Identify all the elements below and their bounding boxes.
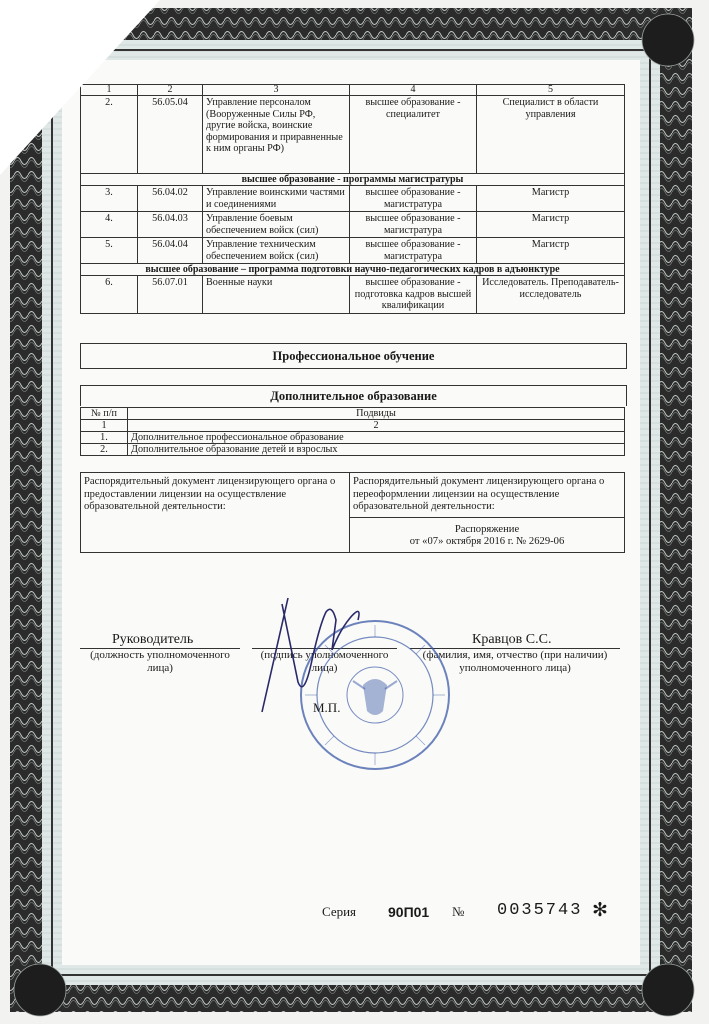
col-sub-header: Подвиды (128, 408, 625, 420)
row-qual: Магистр (477, 212, 625, 238)
header-col-3: 3 (203, 85, 350, 96)
row-name: Управление персоналом (Вооруженные Силы РФ, другие войска, воинские формирования и приравненные к ним органы РФ) (203, 96, 350, 174)
row-name: Управление боевым обеспечением войск (сил) (203, 212, 350, 238)
row-name: Управление техническим обеспечением войск (сил) (203, 238, 350, 264)
section-adjunct-label: высшее образование – программа подготовки научно-педагогических кадров в адъюнктуре (81, 264, 625, 276)
position-caption: (должность уполномоченного лица) (90, 649, 230, 674)
section-row-adjunct (81, 264, 625, 276)
header-col-2: 2 (138, 85, 203, 96)
decision-left: Распорядительный документ лицензирующего органа о предоставлении лицензии на осуществление образовательной деятельности: (81, 473, 350, 553)
decision-row (81, 473, 625, 518)
row-code: 56.04.03 (138, 212, 203, 238)
position-title: Руководитель (112, 632, 194, 647)
order-title: Распоряжение (454, 523, 520, 535)
order-detail: от «07» октября 2016 г. № 2629-06 (409, 536, 565, 547)
series-label: Серия (322, 904, 357, 919)
table-row (81, 432, 625, 444)
handwritten-signature (240, 590, 390, 720)
section-master-label: высшее образование - программы магистратуры (81, 174, 625, 186)
row-name: Военные науки (203, 276, 350, 314)
row-num: 5. (81, 238, 138, 264)
index-1: 1 (81, 420, 128, 432)
name-caption: (фамилия, имя, отчество (при наличии) уполномоченного лица) (422, 649, 608, 674)
row-name: Дополнительное образование детей и взрослых (128, 444, 625, 456)
row-code: 56.07.01 (138, 276, 203, 314)
header-col-1: 1 (81, 85, 138, 96)
row-num: 6. (81, 276, 138, 314)
row-name: Дополнительное профессиональное образование (128, 432, 625, 444)
additional-education-title: Дополнительное образование (80, 385, 627, 406)
row-num: 1. (81, 432, 128, 444)
row-qual: Специалист в области управления (477, 96, 625, 174)
row-level: высшее образование - подготовка кадров высшей квалификации (350, 276, 477, 314)
col-num-header: № п/п (81, 408, 128, 420)
table-row (81, 96, 625, 174)
signature-caption: (подпись уполномоченного лица) (260, 649, 389, 674)
table-header-row (81, 85, 625, 96)
professional-training-title: Профессиональное обучение (80, 343, 627, 369)
programs-table (80, 84, 625, 314)
row-qual: Магистр (477, 186, 625, 212)
row-code: 56.05.04 (138, 96, 203, 174)
header-col-5: 5 (477, 85, 625, 96)
row-qual: Магистр (477, 238, 625, 264)
series-value: 90П01 (388, 904, 430, 920)
row-level: высшее образование - магистратура (350, 186, 477, 212)
star-mark: ✻ (592, 900, 608, 921)
additional-education-table (80, 407, 625, 456)
row-num: 3. (81, 186, 138, 212)
row-level: высшее образование - специалитет (350, 96, 477, 174)
section-row-master (81, 174, 625, 186)
row-num: 2. (81, 444, 128, 456)
table-row (81, 212, 625, 238)
header-col-4: 4 (350, 85, 477, 96)
row-num: 2. (81, 96, 138, 174)
row-level: высшее образование - магистратура (350, 212, 477, 238)
row-level: высшее образование - магистратура (350, 238, 477, 264)
row-code: 56.04.04 (138, 238, 203, 264)
table-row (81, 276, 625, 314)
table-index-row (81, 420, 625, 432)
signer-name: Кравцов С.С. (472, 632, 552, 647)
row-name: Управление воинскими частями и соединениями (203, 186, 350, 212)
decision-order (350, 517, 625, 552)
folded-corner (0, 0, 160, 175)
row-code: 56.04.02 (138, 186, 203, 212)
table-row (81, 238, 625, 264)
index-2: 2 (128, 420, 625, 432)
row-num: 4. (81, 212, 138, 238)
decision-right: Распорядительный документ лицензирующего органа о переоформлении лицензии на осуществление образовательной деятельности: (350, 473, 625, 518)
decision-table (80, 472, 625, 553)
table-row (81, 444, 625, 456)
table-row (81, 186, 625, 212)
stamp-place-mark: М.П. (313, 700, 341, 715)
form-number: 0035743 (497, 901, 583, 920)
number-label: № (452, 904, 465, 919)
table-header-row (81, 408, 625, 420)
row-qual: Исследователь. Преподаватель-исследователь (477, 276, 625, 314)
